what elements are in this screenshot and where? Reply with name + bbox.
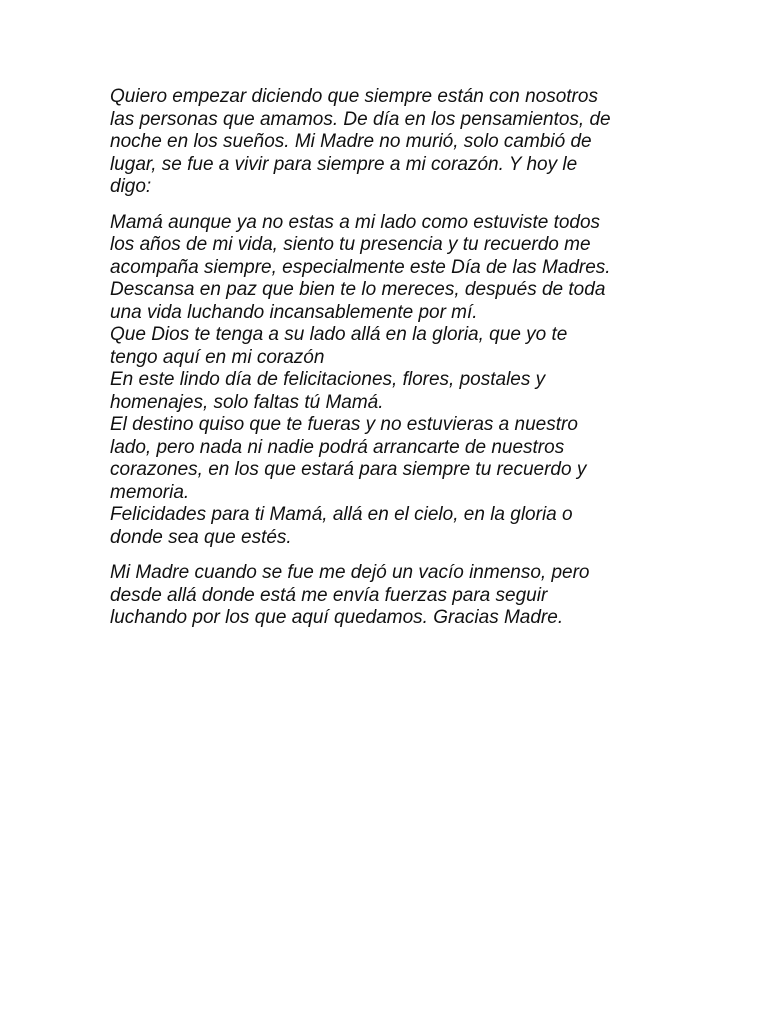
paragraph-line: lado, pero nada ni nadie podrá arrancarte de nuestros	[110, 436, 565, 458]
paragraph-line: En este lindo día de felicitaciones, flores, postales y	[110, 369, 546, 390]
paragraph-line: tengo aquí en mi corazón	[110, 346, 325, 368]
paragraph-line: desde allá donde está me envía fuerzas para seguir	[110, 584, 548, 606]
document-body	[110, 86, 670, 643]
paragraph-line: donde sea que estés.	[110, 526, 292, 548]
paragraph-line: Quiero empezar diciendo que siempre están con nosotros	[110, 86, 598, 107]
paragraph-line: acompaña siempre, especialmente este Día de las Madres.	[110, 256, 611, 278]
paragraph-line: lugar, se fue a vivir para siempre a mi corazón. Y hoy le	[110, 153, 578, 175]
paragraph-line: noche en los sueños. Mi Madre no murió, solo cambió de	[110, 131, 592, 152]
paragraph-line: corazones, en los que estará para siempre tu recuerdo y	[110, 459, 587, 480]
paragraph-line: digo:	[110, 176, 152, 197]
paragraph-line: Descansa en paz que bien te lo mereces, después de toda	[110, 279, 606, 300]
paragraph-1	[110, 86, 670, 199]
paragraph-line: Que Dios te tenga a su lado allá en la gloria, que yo te	[110, 324, 568, 345]
paragraph-line: Mi Madre cuando se fue me dejó un vacío inmenso, pero	[110, 562, 590, 583]
paragraph-line: luchando por los que aquí quedamos. Gracias Madre.	[110, 607, 564, 628]
paragraph-line: Felicidades para ti Mamá, allá en el cielo, en la gloria o	[110, 504, 573, 525]
paragraph-2	[110, 212, 670, 550]
paragraph-line: las personas que amamos. De día en los pensamientos, de	[110, 108, 611, 130]
paragraph-line: homenajes, solo faltas tú Mamá.	[110, 391, 384, 413]
paragraph-line: memoria.	[110, 481, 190, 503]
paragraph-line: El destino quiso que te fueras y no estuvieras a nuestro	[110, 414, 578, 435]
paragraph-line: los años de mi vida, siento tu presencia y tu recuerdo me	[110, 234, 591, 255]
paragraph-3	[110, 562, 670, 630]
paragraph-line: una vida luchando incansablemente por mí.	[110, 301, 478, 323]
paragraph-line: Mamá aunque ya no estas a mi lado como estuviste todos	[110, 211, 601, 233]
